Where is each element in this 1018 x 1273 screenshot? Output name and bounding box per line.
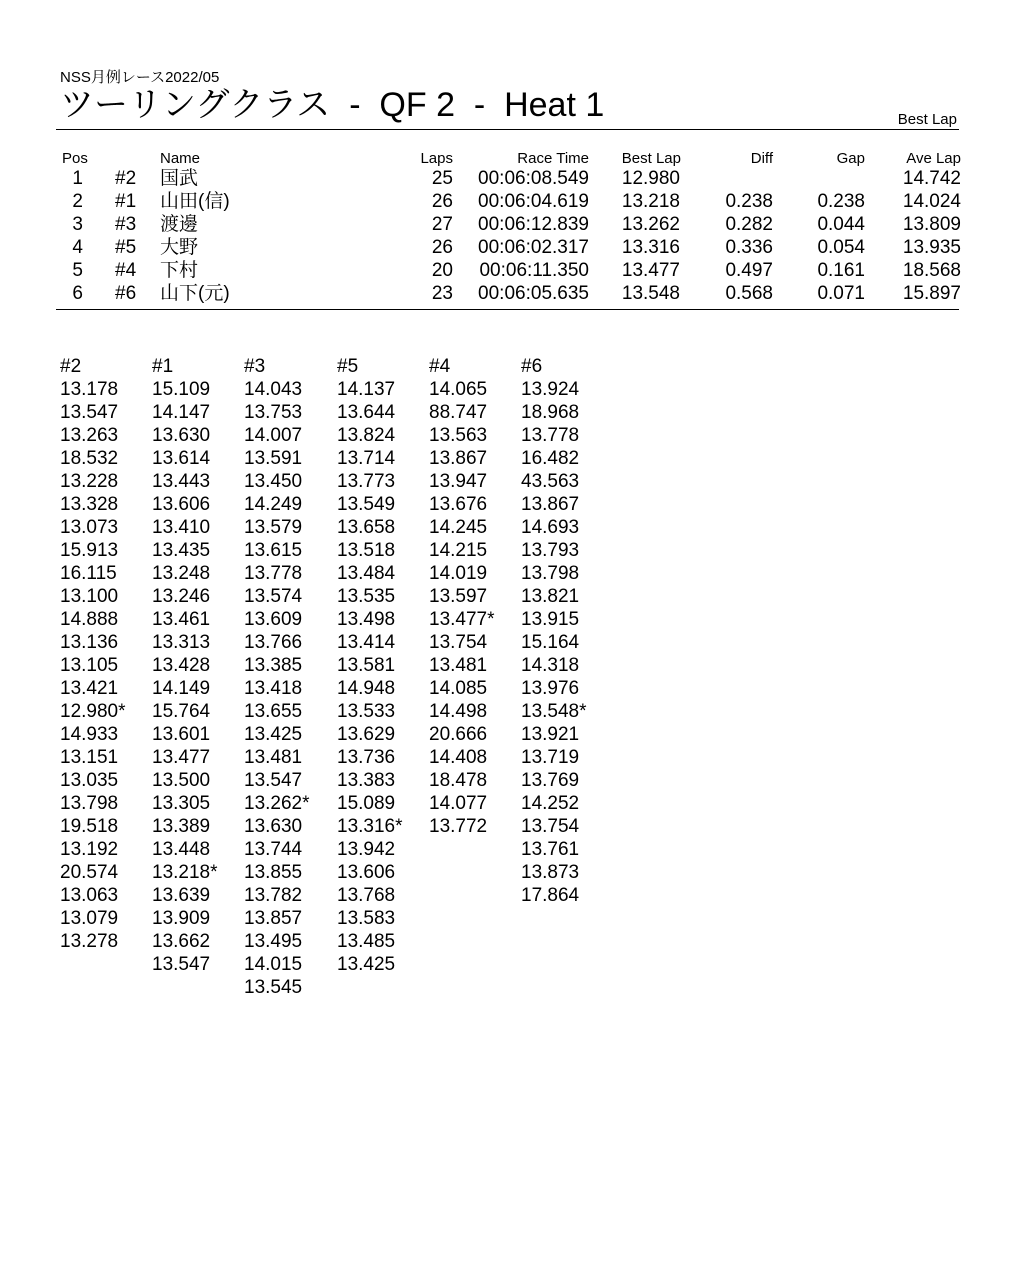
lap-time: 13.484 bbox=[337, 563, 396, 584]
result-ave-lap: 18.568 bbox=[902, 260, 961, 281]
result-gap: 0.238 bbox=[817, 191, 865, 212]
result-race-time: 00:06:08.549 bbox=[478, 168, 589, 189]
result-best-lap: 13.262 bbox=[621, 214, 680, 235]
result-diff: 0.336 bbox=[725, 237, 773, 258]
result-pos: 1 bbox=[72, 168, 83, 189]
lap-time: 13.606 bbox=[337, 862, 396, 883]
lap-time: 16.482 bbox=[521, 448, 580, 469]
result-best-lap: 13.477 bbox=[621, 260, 680, 281]
lap-time: 13.769 bbox=[521, 770, 580, 791]
lap-column-header: #2 bbox=[60, 356, 82, 377]
lap-time: 13.614 bbox=[152, 448, 211, 469]
lap-time: 13.533 bbox=[337, 701, 396, 722]
lap-time: 88.747 bbox=[429, 402, 488, 423]
result-row bbox=[56, 167, 961, 190]
lap-time: 13.410 bbox=[152, 517, 211, 538]
lap-time: 13.485 bbox=[337, 931, 396, 952]
result-diff: 0.497 bbox=[725, 260, 773, 281]
lap-time: 13.736 bbox=[337, 747, 396, 768]
lap-time: 14.252 bbox=[521, 793, 580, 814]
result-pos: 2 bbox=[72, 191, 83, 212]
lap-time: 13.461 bbox=[152, 609, 211, 630]
lap-time: 13.192 bbox=[60, 839, 119, 860]
lap-time: 17.864 bbox=[521, 885, 580, 906]
result-pos: 3 bbox=[72, 214, 83, 235]
result-ave-lap: 14.742 bbox=[902, 168, 961, 189]
lap-time: 13.744 bbox=[244, 839, 303, 860]
lap-time: 13.385 bbox=[244, 655, 303, 676]
result-gap bbox=[773, 167, 865, 190]
result-diff bbox=[681, 167, 773, 190]
lap-time: 13.035 bbox=[60, 770, 119, 791]
lap-time: 13.495 bbox=[244, 931, 303, 952]
lap-time: 13.246 bbox=[152, 586, 211, 607]
lap-time: 13.535 bbox=[337, 586, 396, 607]
lap-time: 13.824 bbox=[337, 425, 396, 446]
lap-time: 13.798 bbox=[521, 563, 580, 584]
lap-time: 13.924 bbox=[521, 379, 580, 400]
lap-time: 13.630 bbox=[152, 425, 211, 446]
result-ave-lap: 13.935 bbox=[902, 237, 961, 258]
lap-time: 13.414 bbox=[337, 632, 396, 653]
result-row bbox=[56, 236, 961, 259]
lap-time: 13.100 bbox=[60, 586, 119, 607]
col-header-gap: Gap bbox=[836, 150, 865, 167]
result-race-time: 00:06:12.839 bbox=[478, 214, 589, 235]
lap-time: 13.662 bbox=[152, 931, 211, 952]
lap-time: 16.115 bbox=[60, 563, 117, 584]
lap-time: 13.793 bbox=[521, 540, 580, 561]
lap-time: 15.089 bbox=[337, 793, 396, 814]
lap-time: 13.549 bbox=[337, 494, 396, 515]
lap-time: 13.947 bbox=[429, 471, 488, 492]
lap-time: 14.249 bbox=[244, 494, 303, 515]
lap-time: 13.579 bbox=[244, 517, 303, 538]
result-gap: 0.071 bbox=[817, 283, 865, 304]
results-header-row bbox=[56, 147, 961, 167]
lap-time: 13.766 bbox=[244, 632, 303, 653]
lap-time: 13.655 bbox=[244, 701, 303, 722]
lap-time: 13.630 bbox=[244, 816, 303, 837]
lap-time: 13.921 bbox=[521, 724, 580, 745]
lap-time: 14.065 bbox=[429, 379, 488, 400]
lap-time: 14.888 bbox=[60, 609, 119, 630]
result-car-number: #2 bbox=[115, 168, 137, 189]
lap-time: 13.574 bbox=[244, 586, 303, 607]
col-header-ave-lap: Ave Lap bbox=[906, 150, 961, 167]
result-best-lap: 12.980 bbox=[621, 168, 680, 189]
lap-time: 13.547 bbox=[152, 954, 211, 975]
result-car-number: #1 bbox=[115, 191, 137, 212]
lap-time: 13.498 bbox=[337, 609, 396, 630]
result-race-time: 00:06:02.317 bbox=[478, 237, 589, 258]
lap-time: 13.136 bbox=[60, 632, 119, 653]
lap-time: 15.109 bbox=[152, 379, 211, 400]
lap-time: 13.545 bbox=[244, 977, 303, 998]
lap-time: 13.063 bbox=[60, 885, 119, 906]
lap-time: 13.976 bbox=[521, 678, 580, 699]
lap-time: 13.644 bbox=[337, 402, 396, 423]
lap-column-header: #6 bbox=[521, 356, 543, 377]
lap-time: 18.532 bbox=[60, 448, 119, 469]
lap-column bbox=[429, 355, 521, 838]
result-pos: 5 bbox=[72, 260, 83, 281]
lap-time: 14.215 bbox=[429, 540, 488, 561]
result-driver-name: 下村 bbox=[160, 260, 199, 281]
lap-time: 13.563 bbox=[429, 425, 488, 446]
lap-time: 13.915 bbox=[521, 609, 580, 630]
lap-time: 14.318 bbox=[521, 655, 580, 676]
lap-time: 13.477* bbox=[429, 609, 495, 630]
lap-time: 14.149 bbox=[152, 678, 211, 699]
lap-time: 13.629 bbox=[337, 724, 396, 745]
lap-time: 13.782 bbox=[244, 885, 303, 906]
lap-time: 13.753 bbox=[244, 402, 303, 423]
lap-time: 13.305 bbox=[152, 793, 211, 814]
lap-time: 13.609 bbox=[244, 609, 303, 630]
lap-time: 13.761 bbox=[521, 839, 580, 860]
lap-time: 13.443 bbox=[152, 471, 211, 492]
result-diff: 0.568 bbox=[725, 283, 773, 304]
results-table bbox=[56, 147, 961, 305]
lap-time: 13.425 bbox=[337, 954, 396, 975]
lap-time: 14.245 bbox=[429, 517, 488, 538]
result-driver-name: 山下(元) bbox=[160, 283, 230, 304]
lap-time: 14.019 bbox=[429, 563, 488, 584]
lap-time: 13.428 bbox=[152, 655, 211, 676]
lap-column-header: #3 bbox=[244, 356, 266, 377]
result-pos: 4 bbox=[72, 237, 83, 258]
event-subtitle: NSS月例レース2022/05 bbox=[60, 69, 220, 86]
lap-time: 13.448 bbox=[152, 839, 211, 860]
result-gap: 0.054 bbox=[817, 237, 865, 258]
col-header-diff: Diff bbox=[750, 150, 773, 167]
lap-time: 13.768 bbox=[337, 885, 396, 906]
lap-time: 14.007 bbox=[244, 425, 303, 446]
lap-time: 13.778 bbox=[521, 425, 580, 446]
col-header-pos: Pos bbox=[62, 150, 88, 167]
lap-time: 14.137 bbox=[337, 379, 396, 400]
lap-time: 14.933 bbox=[60, 724, 119, 745]
best-lap-label: Best Lap bbox=[897, 111, 957, 128]
lap-column bbox=[60, 355, 152, 953]
lap-time: 13.105 bbox=[60, 655, 119, 676]
lap-time: 13.178 bbox=[60, 379, 119, 400]
lap-time: 13.601 bbox=[152, 724, 211, 745]
lap-time: 13.547 bbox=[244, 770, 303, 791]
lap-time: 13.754 bbox=[521, 816, 580, 837]
lap-time: 13.773 bbox=[337, 471, 396, 492]
col-header-best-lap: Best Lap bbox=[621, 150, 681, 167]
lap-time: 13.778 bbox=[244, 563, 303, 584]
lap-time: 13.639 bbox=[152, 885, 211, 906]
lap-time: 14.948 bbox=[337, 678, 396, 699]
lap-time: 13.383 bbox=[337, 770, 396, 791]
result-driver-name: 山田(信) bbox=[160, 191, 230, 212]
lap-time: 13.481 bbox=[244, 747, 303, 768]
result-row bbox=[56, 213, 961, 236]
lap-column-header: #5 bbox=[337, 356, 359, 377]
lap-time: 13.450 bbox=[244, 471, 303, 492]
lap-time: 14.085 bbox=[429, 678, 488, 699]
lap-time: 13.798 bbox=[60, 793, 119, 814]
lap-column bbox=[244, 355, 336, 999]
col-header-race-time: Race Time bbox=[517, 150, 589, 167]
lap-time: 20.574 bbox=[60, 862, 119, 883]
lap-time: 13.676 bbox=[429, 494, 488, 515]
result-car-number: #6 bbox=[115, 283, 137, 304]
lap-time: 18.968 bbox=[521, 402, 580, 423]
result-pos: 6 bbox=[72, 283, 83, 304]
col-header-num bbox=[101, 147, 158, 167]
lap-time: 13.477 bbox=[152, 747, 211, 768]
result-race-time: 00:06:11.350 bbox=[479, 260, 589, 281]
lap-time: 13.821 bbox=[521, 586, 580, 607]
lap-time: 13.615 bbox=[244, 540, 303, 561]
result-diff: 0.282 bbox=[725, 214, 773, 235]
result-car-number: #4 bbox=[115, 260, 137, 281]
lap-time: 14.043 bbox=[244, 379, 303, 400]
result-laps: 26 bbox=[431, 237, 453, 258]
lap-time: 13.425 bbox=[244, 724, 303, 745]
lap-time: 13.218* bbox=[152, 862, 218, 883]
lap-time: 13.857 bbox=[244, 908, 303, 929]
lap-column-header: #4 bbox=[429, 356, 451, 377]
result-laps: 26 bbox=[431, 191, 453, 212]
lap-time: 14.498 bbox=[429, 701, 488, 722]
lap-time: 13.328 bbox=[60, 494, 119, 515]
result-ave-lap: 13.809 bbox=[902, 214, 961, 235]
lap-time: 13.421 bbox=[60, 678, 119, 699]
page-title: ツーリングクラス - QF 2 - Heat 1 bbox=[60, 86, 605, 124]
lap-time: 13.248 bbox=[152, 563, 211, 584]
lap-time: 13.714 bbox=[337, 448, 396, 469]
lap-time: 15.913 bbox=[60, 540, 119, 561]
result-ave-lap: 14.024 bbox=[902, 191, 961, 212]
lap-time: 13.867 bbox=[521, 494, 580, 515]
lap-time: 14.077 bbox=[429, 793, 488, 814]
lap-time: 13.873 bbox=[521, 862, 580, 883]
lap-time: 13.500 bbox=[152, 770, 211, 791]
result-car-number: #5 bbox=[115, 237, 137, 258]
lap-time: 13.151 bbox=[60, 747, 119, 768]
lap-time: 13.262* bbox=[244, 793, 310, 814]
lap-column-header: #1 bbox=[152, 356, 174, 377]
result-row bbox=[56, 282, 961, 305]
lap-time: 13.316* bbox=[337, 816, 403, 837]
lap-time: 14.147 bbox=[152, 402, 211, 423]
lap-time: 13.547 bbox=[60, 402, 119, 423]
lap-time: 19.518 bbox=[60, 816, 119, 837]
lap-time: 13.772 bbox=[429, 816, 488, 837]
lap-time: 13.754 bbox=[429, 632, 488, 653]
result-race-time: 00:06:04.619 bbox=[478, 191, 589, 212]
lap-time: 14.693 bbox=[521, 517, 580, 538]
lap-time: 13.481 bbox=[429, 655, 488, 676]
lap-time: 13.418 bbox=[244, 678, 303, 699]
result-laps: 27 bbox=[431, 214, 453, 235]
lap-time: 13.597 bbox=[429, 586, 488, 607]
lap-time: 13.583 bbox=[337, 908, 396, 929]
lap-time: 20.666 bbox=[429, 724, 488, 745]
result-best-lap: 13.316 bbox=[621, 237, 680, 258]
lap-time: 13.263 bbox=[60, 425, 119, 446]
lap-time: 13.606 bbox=[152, 494, 211, 515]
lap-time: 13.073 bbox=[60, 517, 119, 538]
lap-time: 13.719 bbox=[521, 747, 580, 768]
lap-time: 13.658 bbox=[337, 517, 396, 538]
bottom-divider bbox=[56, 309, 959, 310]
lap-column bbox=[337, 355, 429, 976]
result-race-time: 00:06:05.635 bbox=[478, 283, 589, 304]
lap-time: 13.228 bbox=[60, 471, 119, 492]
lap-time: 15.764 bbox=[152, 701, 211, 722]
lap-time: 13.389 bbox=[152, 816, 211, 837]
lap-time: 13.581 bbox=[337, 655, 396, 676]
lap-time: 13.435 bbox=[152, 540, 211, 561]
lap-time: 13.313 bbox=[152, 632, 211, 653]
result-laps: 20 bbox=[431, 260, 453, 281]
result-ave-lap: 15.897 bbox=[902, 283, 961, 304]
result-gap: 0.161 bbox=[817, 260, 865, 281]
lap-time: 13.909 bbox=[152, 908, 211, 929]
result-best-lap: 13.218 bbox=[621, 191, 680, 212]
lap-time: 13.548* bbox=[521, 701, 587, 722]
result-driver-name: 国武 bbox=[160, 168, 199, 189]
result-driver-name: 大野 bbox=[160, 237, 199, 258]
lap-time: 18.478 bbox=[429, 770, 488, 791]
lap-time: 13.518 bbox=[337, 540, 396, 561]
lap-time: 12.980* bbox=[60, 701, 126, 722]
lap-time: 13.591 bbox=[244, 448, 303, 469]
lap-time: 13.855 bbox=[244, 862, 303, 883]
lap-time: 13.867 bbox=[429, 448, 488, 469]
lap-column bbox=[152, 355, 244, 976]
top-divider bbox=[56, 129, 959, 130]
result-row bbox=[56, 190, 961, 213]
result-driver-name: 渡邊 bbox=[160, 214, 199, 235]
result-diff: 0.238 bbox=[725, 191, 773, 212]
lap-column bbox=[521, 355, 613, 907]
lap-time: 13.942 bbox=[337, 839, 396, 860]
lap-time: 14.408 bbox=[429, 747, 488, 768]
result-gap: 0.044 bbox=[817, 214, 865, 235]
result-laps: 25 bbox=[431, 168, 453, 189]
lap-time: 13.278 bbox=[60, 931, 119, 952]
lap-time: 13.079 bbox=[60, 908, 119, 929]
result-row bbox=[56, 259, 961, 282]
lap-time: 43.563 bbox=[521, 471, 580, 492]
col-header-name: Name bbox=[160, 150, 201, 167]
result-laps: 23 bbox=[431, 283, 453, 304]
result-best-lap: 13.548 bbox=[621, 283, 680, 304]
lap-time: 14.015 bbox=[244, 954, 303, 975]
result-car-number: #3 bbox=[115, 214, 137, 235]
col-header-laps: Laps bbox=[420, 150, 453, 167]
lap-time: 15.164 bbox=[521, 632, 580, 653]
